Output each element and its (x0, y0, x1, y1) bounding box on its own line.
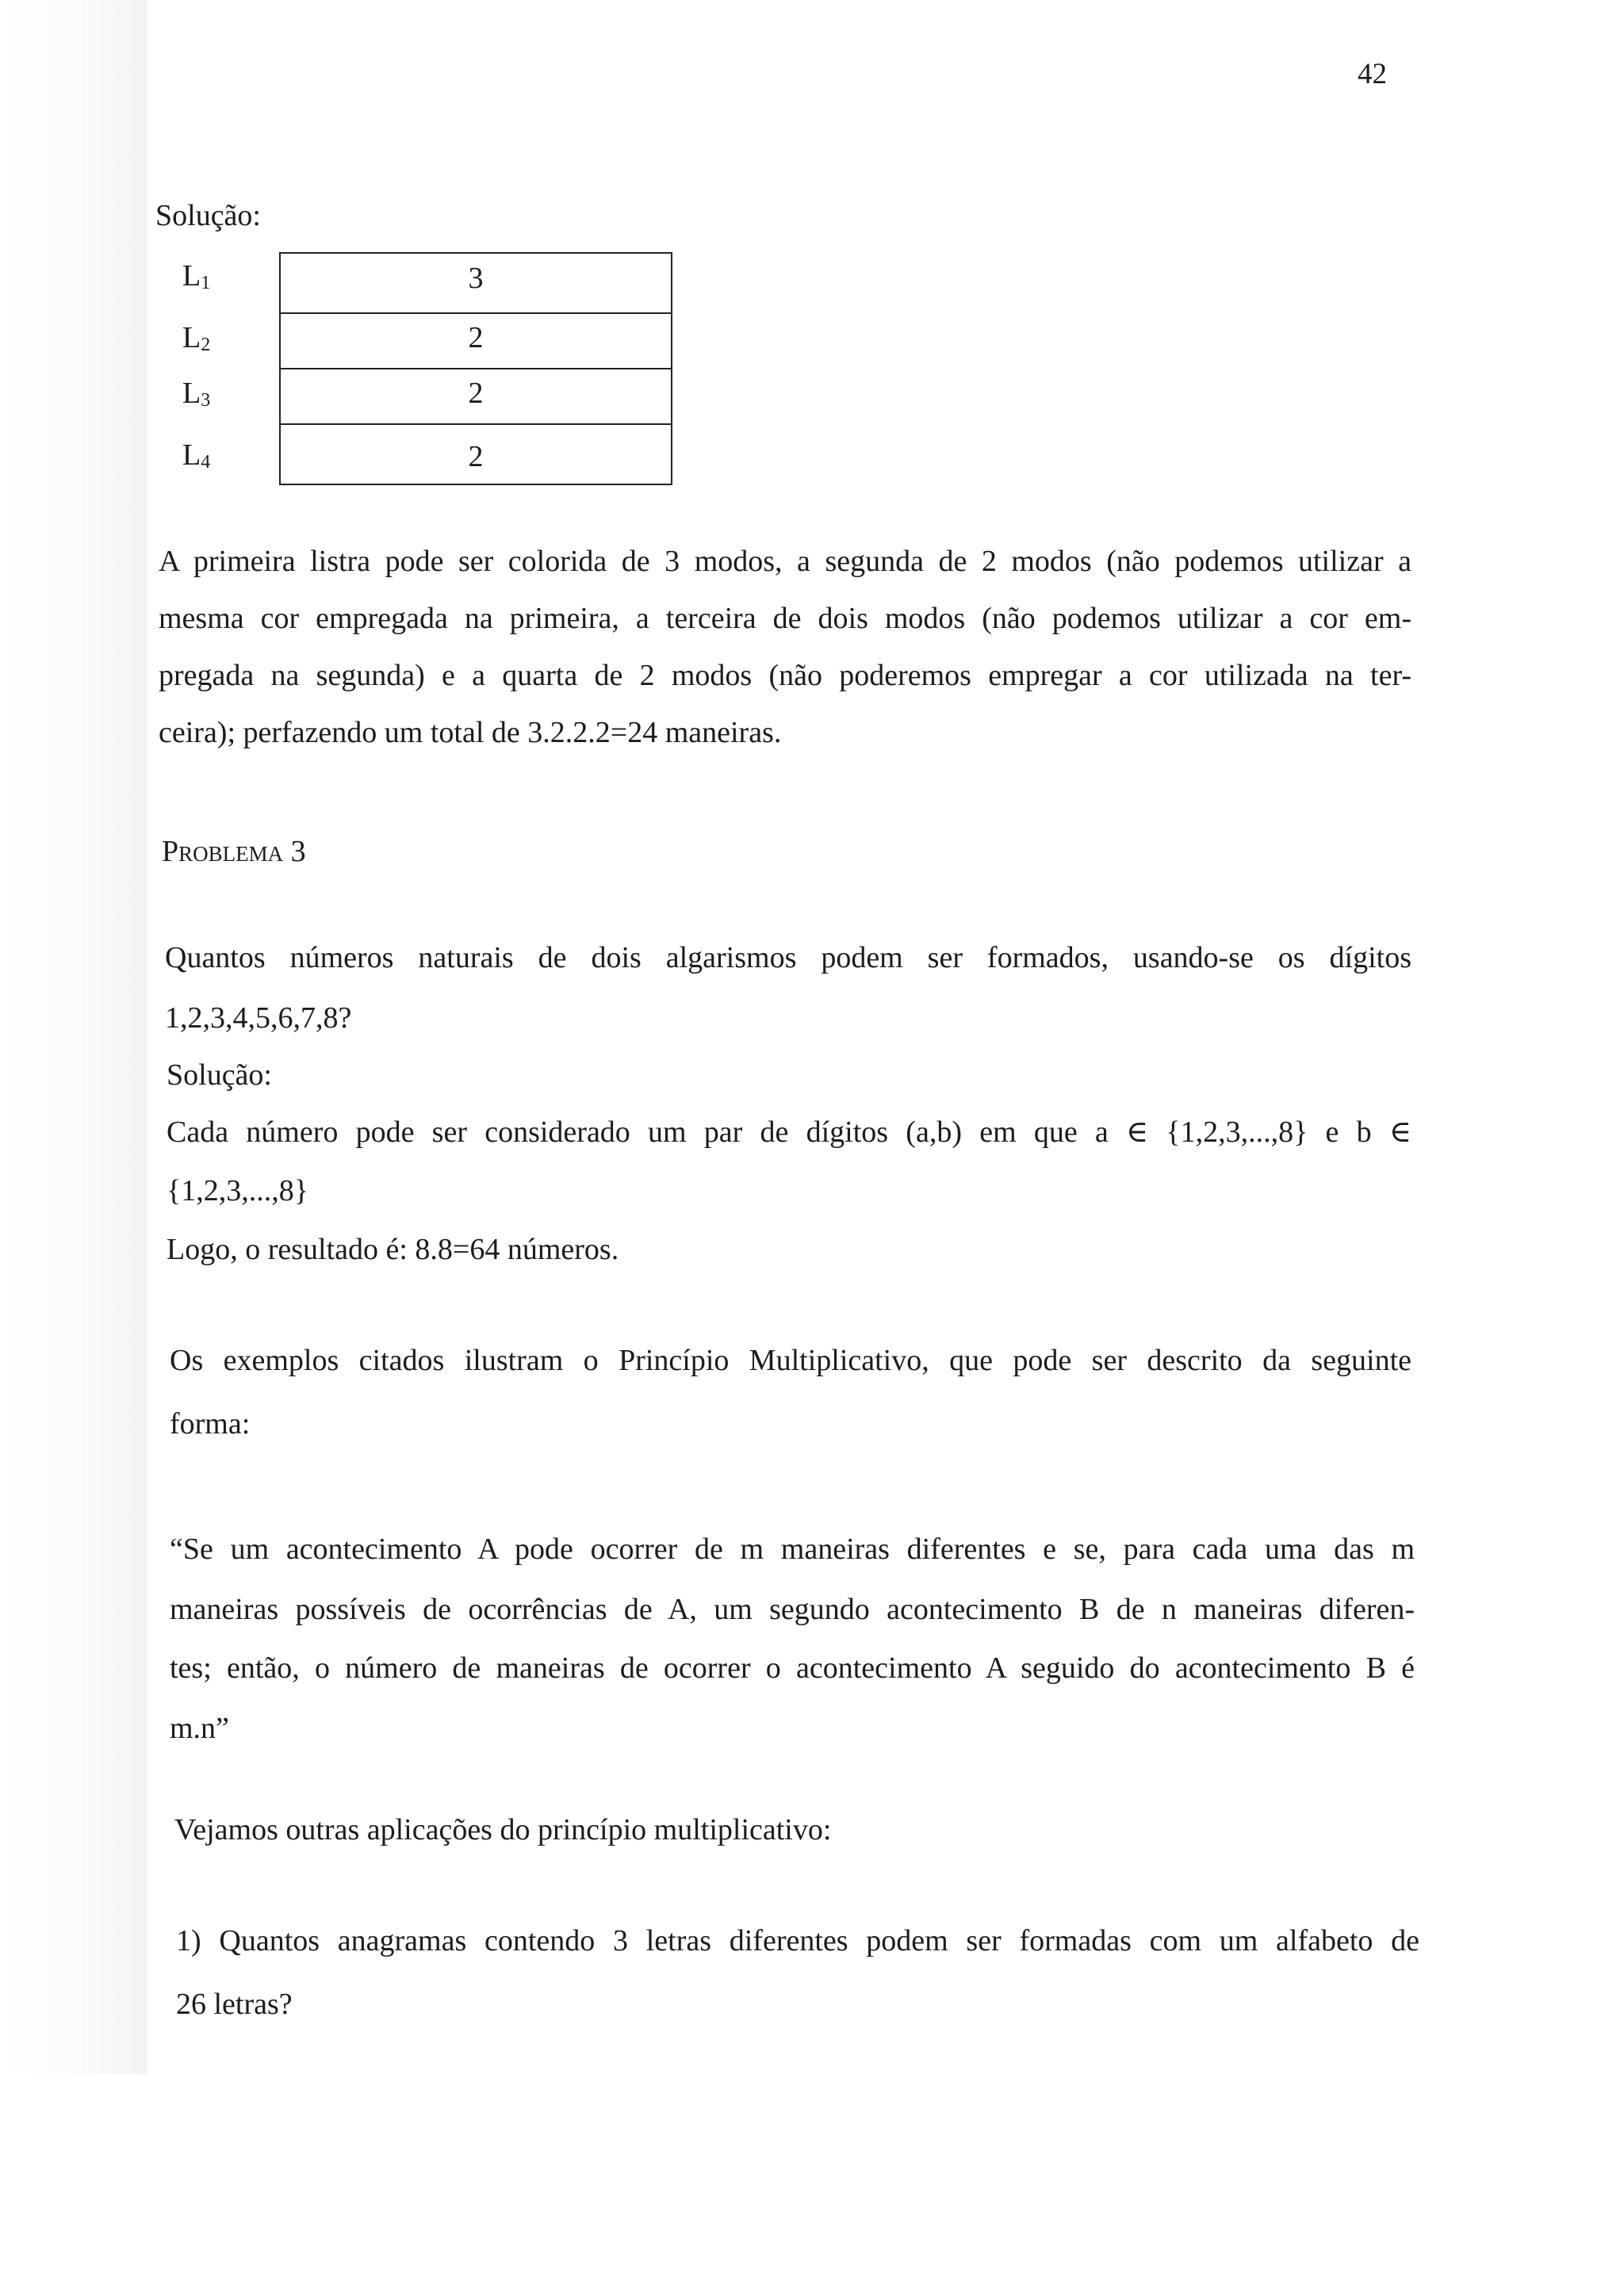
quote-line: m.n” (170, 1712, 229, 1745)
applications-intro: Vejamos outras aplicações do princípio multiplicativo: (174, 1813, 832, 1846)
solution-line: Cada número pode ser considerado um par de dígitos (a,b) em que a ∈ {1,2,3,...,8} e b ∈ (167, 1115, 1411, 1149)
quote-line: tes; então, o número de maneiras de ocorrer o acontecimento A seguido do acontecimento B é (170, 1651, 1415, 1685)
quote-line: “Se um acontecimento A pode ocorrer de m maneiras diferentes e se, para cada uma das m (170, 1533, 1415, 1566)
question-line: Quantos números naturais de dois algarismos podem ser formados, usando-se os dígitos (165, 941, 1411, 974)
row-label-l1: $L_1$ (182, 259, 211, 293)
row-label-l2: $L_2$ (182, 321, 211, 355)
scan-shadow (0, 0, 147, 2074)
solution-line: {1,2,3,...,8} (167, 1174, 308, 1207)
paragraph-line: mesma cor empregada na primeira, a terceira de dois modos (não podemos utilizar a cor em- (159, 602, 1411, 635)
paragraph-line: A primeira listra pode ser colorida de 3 modos, a segunda de 2 modos (não podemos utilizar a (159, 545, 1411, 578)
paragraph-line: pregada na segunda) e a quarta de 2 modos (não poderemos empregar a cor utilizada na ter- (159, 659, 1411, 692)
page-number: 42 (1358, 58, 1387, 90)
paragraph-line: ceira); perfazendo um total de 3.2.2.2=24 maneiras. (159, 716, 782, 749)
table-cell-l1: 3 (468, 262, 484, 295)
solution-label: Solução: (167, 1058, 272, 1092)
exercise-line: 1) Quantos anagramas contendo 3 letras diferentes podem ser formadas com um alfabeto de (176, 1924, 1419, 1957)
solution-label: Solução: (155, 199, 261, 232)
problem-heading: Problema 3 (162, 835, 306, 868)
paragraph-line: Os exemplos citados ilustram o Princípio Multiplicativo, que pode ser descrito da seguinte (170, 1344, 1411, 1377)
stripe-table (279, 252, 672, 485)
table-cell-l4: 2 (281, 423, 671, 484)
row-label-l3: $L_3$ (182, 377, 211, 411)
solution-line: Logo, o resultado é: 8.8=64 números. (167, 1233, 619, 1266)
row-label-l4: $L_4$ (182, 438, 211, 473)
question-line: 1,2,3,4,5,6,7,8? (165, 1001, 352, 1035)
table-cell-l3: 2 (281, 368, 671, 423)
exercise-line: 26 letras? (176, 1988, 293, 2021)
paragraph-line: forma: (170, 1407, 251, 1441)
table-cell-l2: 2 (281, 312, 671, 368)
quote-line: maneiras possíveis de ocorrências de A, um segundo acontecimento B de n maneiras diferen- (170, 1593, 1415, 1626)
